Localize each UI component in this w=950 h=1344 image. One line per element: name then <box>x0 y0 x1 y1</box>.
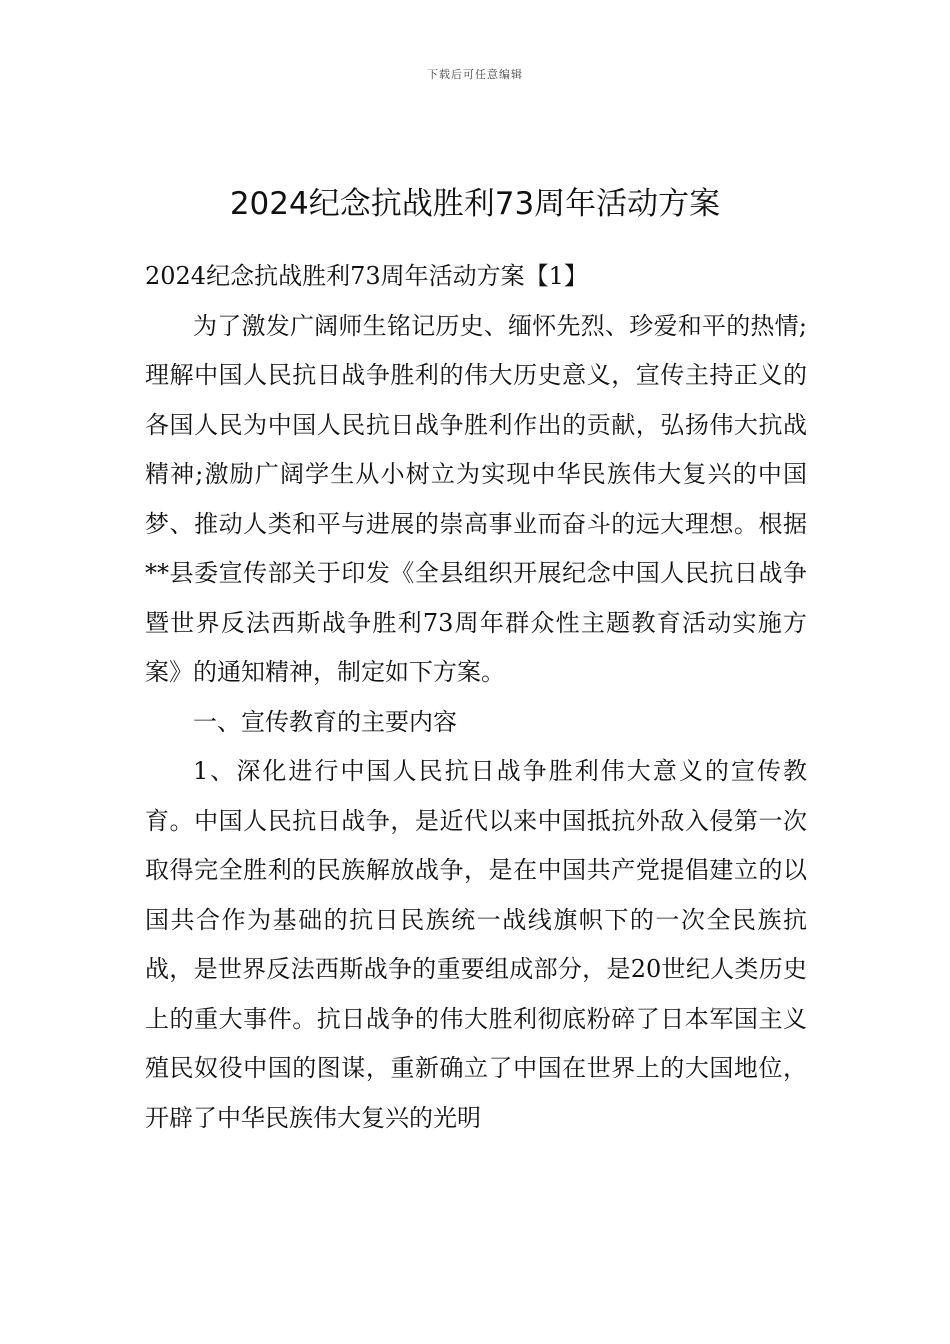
document-body <box>145 252 807 1143</box>
section-heading: 一、宣传教育的主要内容 <box>193 707 457 736</box>
intro-paragraph: 为了激发广阔师生铭记历史、缅怀先烈、珍爱和平的热情;理解中国人民抗日战争胜利的伟大历史意义，宣传主持正义的各国人民为中国人民抗日战争胜利作出的贡献，弘扬伟大抗战精神;激励广阔学生从小树立为实现中华民族伟大复兴的中国梦、推动人类和平与进展的崇高事业而奋斗的远大理想。根据**县委宣传部关于印发《全县组织开展纪念中国人民抗日战争暨世界反法西斯战争胜利73周年群众性主题教育活动实施方案》的通知精神，制定如下方案。 <box>145 311 807 686</box>
section-subheading: 2024纪念抗战胜利73周年活动方案【1】 <box>145 262 588 290</box>
document-title: 2024纪念抗战胜利73周年活动方案 <box>229 186 721 222</box>
body-paragraph: 1、深化进行中国人民抗日战争胜利伟大意义的宣传教育。中国人民抗日战争，是近代以来中国抵抗外敌入侵第一次取得完全胜利的民族解放战争，是在中国共产党提倡建立的以国共合作为基础的抗日民族统一战线旗帜下的一次全民族抗战，是世界反法西斯战争的重要组成部分，是20世纪人类历史上的重大事件。抗日战争的伟大胜利彻底粉碎了日本军国主义殖民奴役中国的图谋，重新确立了中国在世界上的大国地位，开辟了中华民族伟大复兴的光明 <box>145 757 807 1132</box>
header-note: 下载后可任意编辑 <box>427 68 523 81</box>
